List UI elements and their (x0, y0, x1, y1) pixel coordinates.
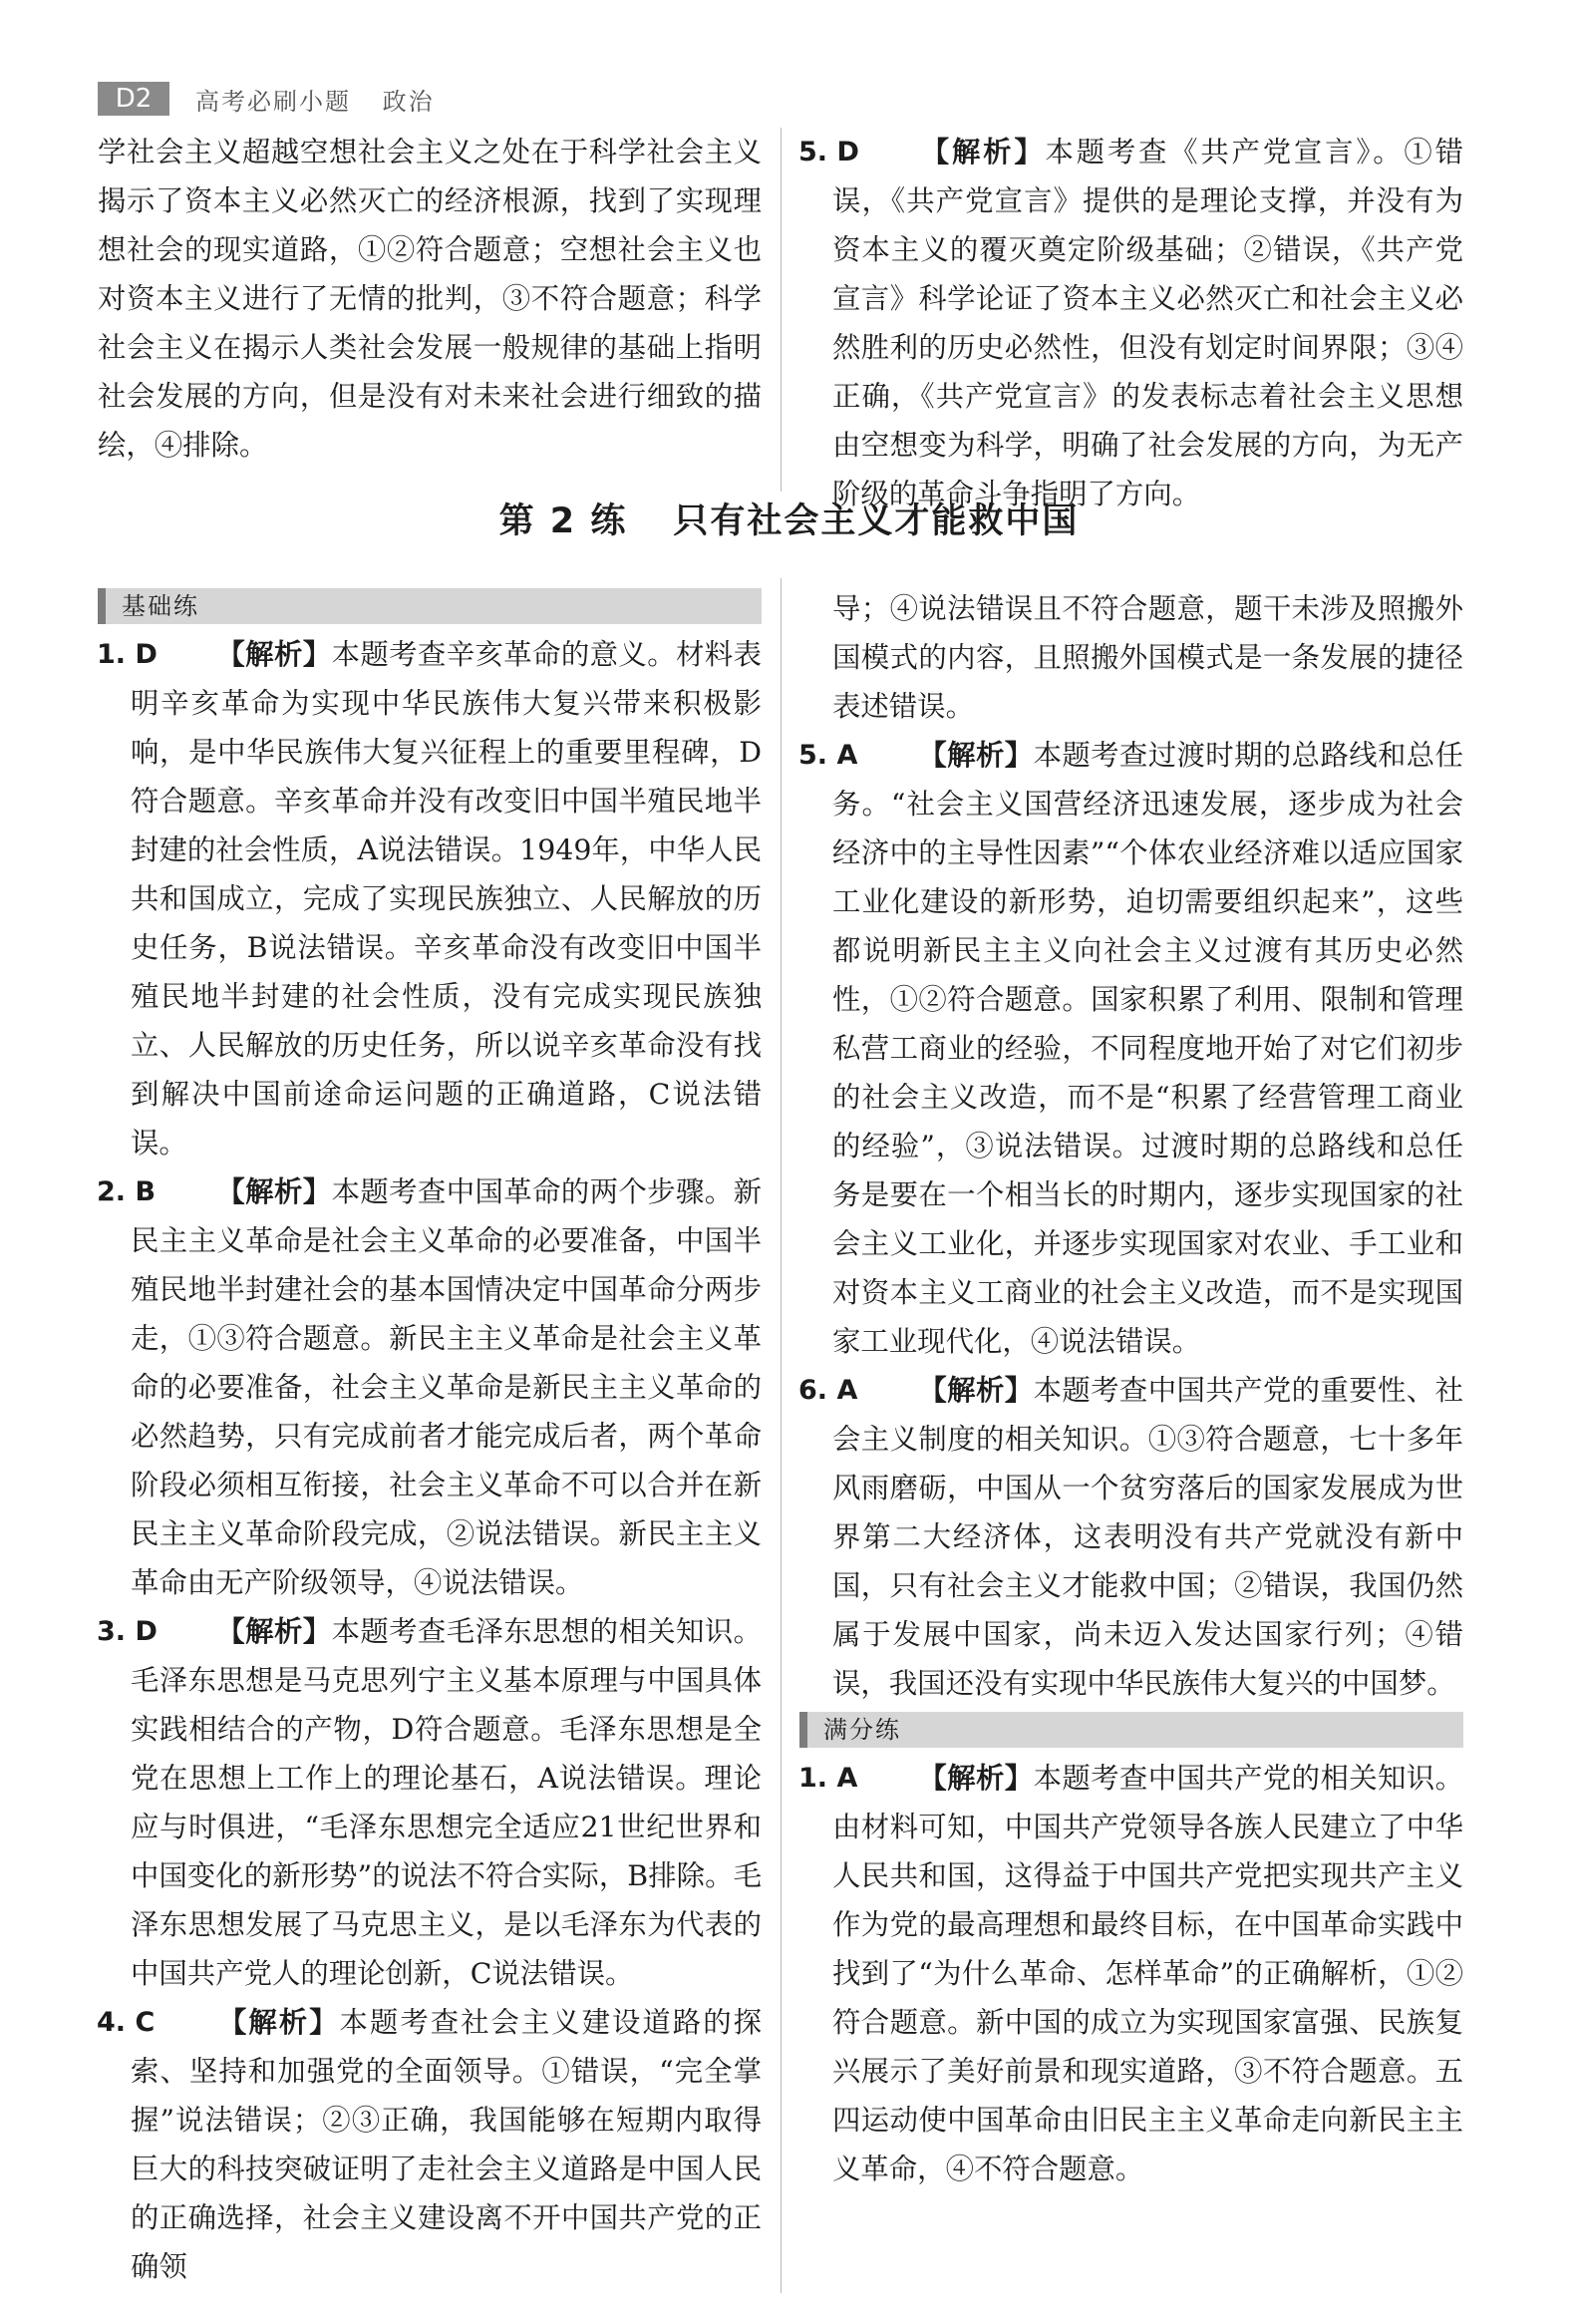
column-divider-top (781, 128, 782, 492)
answer-text: 本题考查过渡时期的总路线和总任务。“社会主义国营经济迅速发展，逐步成为社会经济中的主导性因素”“个体农业经济难以适应国家工业化建设的新形势，迫切需要组织起来”，这些都说明新民主主义向社会主义过渡有其历史必然性，①②符合题意。国家积累了利用、限制和管理私营工商业的经验，不同程度地开始了对它们初步的社会主义改造，而不是“积累了经营管理工商业的经验”，③说法错误。过渡时期的总路线和总任务是要在一个相当长的时期内，逐步实现国家的社会主义工业化，并逐步实现国家对农业、手工业和对资本主义工商业的社会主义改造，而不是实现国家工业现代化，④说法错误。 (832, 739, 1463, 1358)
page-number-badge: D2 (98, 82, 169, 116)
analysis-label: 【解析】 (918, 1374, 1034, 1407)
answer-item (799, 128, 1463, 518)
answer-text: 本题考查中国革命的两个步骤。新民主主义革命是社会主义革命的必要准备，中国半殖民地半封建社会的基本国情决定中国革命分两步走，①③符合题意。新民主主义革命是社会主义革命的必要准备，社会主义革命是新民主主义革命的必然趋势，只有完成前者才能完成后者，两个革命阶段必须相互衔接，社会主义革命不可以合并在新民主主义革命阶段完成，②说法错误。新民主主义革命由无产阶级领导，④说法错误。 (131, 1175, 762, 1599)
answer-lead: 3. D (97, 1616, 158, 1647)
answer-lead: 5. A (798, 740, 858, 771)
answer-item (98, 1607, 762, 1998)
answer-item (799, 1754, 1463, 2193)
answer-item (98, 630, 762, 1167)
answer-text: 本题考查毛泽东思想的相关知识。毛泽东思想是马克思列宁主义基本原理与中国具体实践相结合的产物，D符合题意。毛泽东思想是全党在思想上工作上的理论基石，A说法错误。理论应与时俱进，“毛泽东思想完全适应21世纪世界和中国变化的新形势”的说法不符合实际，B排除。毛泽东思想发展了马克思主义，是以毛泽东为代表的中国共产党人的理论创新，C说法错误。 (131, 1615, 762, 1990)
continued-paragraph: 学社会主义超越空想社会主义之处在于科学社会主义揭示了资本主义必然灭亡的经济根源，找到了实现理想社会的现实道路，①②符合题意；空想社会主义也对资本主义进行了无情的批判，③不符合题意；科学社会主义在揭示人类社会发展一般规律的基础上指明社会发展的方向，但是没有对未来社会进行细致的描绘，④排除。 (98, 136, 762, 462)
top-left-column (98, 128, 762, 470)
section-title (0, 494, 1578, 543)
subject-label: 政治 (382, 87, 435, 116)
answer-item (799, 731, 1463, 1366)
full-score-practice-label: 满分练 (799, 1712, 1463, 1748)
bottom-left-column (98, 584, 762, 2291)
basic-practice-label: 基础练 (98, 588, 762, 624)
answer-item (98, 1167, 762, 1607)
analysis-label: 【解析】 (216, 638, 332, 671)
page-header (98, 82, 435, 116)
column-divider-bottom (781, 578, 782, 2293)
analysis-label: 【解析】 (216, 1175, 332, 1208)
answer-text: 本题考查中国共产党的重要性、社会主义制度的相关知识。①③符合题意，七十多年风雨磨砺，中国从一个贫穷落后的国家发展成为世界第二大经济体，这表明没有共产党就没有新中国，只有社会主义才能救中国；②错误，我国仍然属于发展中国家，尚未迈入发达国家行列；④错误，我国还没有实现中华民族伟大复兴的中国梦。 (832, 1374, 1463, 1700)
top-right-column (799, 128, 1463, 518)
section-heading: 只有社会主义才能救中国 (673, 501, 1080, 541)
running-head (195, 82, 435, 117)
answer-text: 本题考查《共产党宣言》。①错误，《共产党宣言》提供的是理论支撑，并没有为资本主义的覆灭奠定阶级基础；②错误，《共产党宣言》科学论证了资本主义必然灭亡和社会主义必然胜利的历史必然性，但没有划定时间界限；③④正确，《共产党宣言》的发表标志着社会主义思想由空想变为科学，明确了社会发展的方向，为无产阶级的革命斗争指明了方向。 (832, 136, 1463, 510)
analysis-label: 【解析】 (216, 1615, 332, 1648)
answer-item (98, 1998, 762, 2291)
answer-item (799, 1366, 1463, 1708)
section-number: 第 2 练 (498, 501, 628, 541)
answer-lead: 4. C (97, 2007, 156, 2038)
answer-text: 本题考查辛亥革命的意义。材料表明辛亥革命为实现中华民族伟大复兴带来积极影响，是中华民族伟大复兴征程上的重要里程碑，D符合题意。辛亥革命并没有改变旧中国半殖民地半封建的社会性质，A说法错误。1949年，中华人民共和国成立，完成了实现民族独立、人民解放的历史任务，B说法错误。辛亥革命没有改变旧中国半殖民地半封建的社会性质，没有完成实现民族独立、人民解放的历史任务，所以说辛亥革命没有找到解决中国前途命运问题的正确道路，C说法错误。 (131, 638, 762, 1160)
analysis-label: 【解析】 (918, 1762, 1034, 1795)
continued-paragraph: 导；④说法错误且不符合题意，题干未涉及照搬外国模式的内容，且照搬外国模式是一条发展的捷径表述错误。 (832, 592, 1463, 723)
answer-text: 本题考查中国共产党的相关知识。由材料可知，中国共产党领导各族人民建立了中华人民共和国，这得益于中国共产党把实现共产主义作为党的最高理想和最终目标，在中国革命实践中找到了“为什么革命、怎样革命”的正确解析，①②符合题意。新中国的成立为实现国家富强、民族复兴展示了美好前景和现实道路，③不符合题意。五四运动使中国革命由旧民主主义革命走向新民主主义革命，④不符合题意。 (832, 1762, 1463, 2185)
answer-lead: 5. D (798, 137, 859, 167)
book-title: 高考必刷小题 (195, 87, 351, 116)
bottom-right-column (799, 584, 1463, 2193)
answer-lead: 2. B (97, 1176, 157, 1207)
answer-lead: 6. A (798, 1375, 858, 1406)
analysis-label: 【解析】 (918, 136, 1046, 168)
analysis-label: 【解析】 (918, 739, 1034, 772)
answer-lead: 1. D (97, 639, 158, 670)
answer-text: 本题考查社会主义建设道路的探索、坚持和加强党的全面领导。①错误，“完全掌握”说法错误；②③正确，我国能够在短期内取得巨大的科技突破证明了走社会主义道路是中国人民的正确选择，社会主义建设离不开中国共产党的正确领 (131, 2006, 762, 2283)
answer-lead: 1. A (798, 1763, 858, 1794)
analysis-label: 【解析】 (216, 2006, 340, 2039)
